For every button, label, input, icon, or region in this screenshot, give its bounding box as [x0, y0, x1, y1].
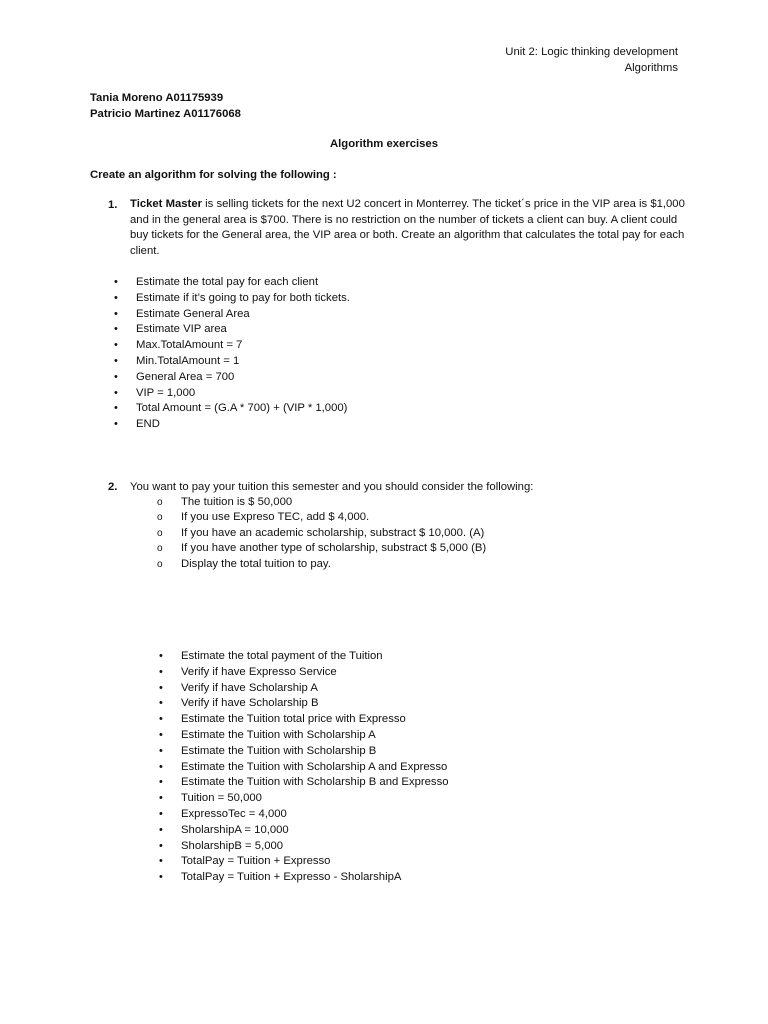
list-item: • Estimate the total payment of the Tuition	[181, 649, 449, 665]
bullet-icon: •	[159, 744, 163, 757]
list-item: • Estimate the Tuition with Scholarship B	[181, 744, 449, 760]
bullet-icon: •	[159, 650, 163, 662]
bullet-icon: •	[114, 276, 118, 288]
author-2: Patricio Martinez A01176068	[90, 108, 241, 120]
bullet-icon: •	[114, 354, 118, 367]
list-item: • General Area = 700	[136, 370, 350, 386]
bullet-icon: •	[159, 760, 163, 773]
bullet-icon: •	[114, 339, 118, 352]
exercise-1-text: is selling tickets for the next U2 concert in Monterrey. The ticket´s price in the VIP area is $1,000 and in the general area is $700. There is no restriction on the number of tickets a client can buy. A client could buy tickets for the General area, the VIP area or both. Create an algorithm that calculates the total pay for each client.	[130, 198, 685, 257]
list-item: • ExpressoTec = 4,000	[181, 807, 449, 823]
bullet-icon: •	[114, 307, 118, 320]
document-title: Algorithm exercises	[330, 138, 438, 150]
list-item: • Max.TotalAmount = 7	[136, 338, 350, 354]
bullet-icon: •	[114, 291, 118, 304]
list-item: • Estimate the Tuition with Scholarship A	[181, 728, 449, 744]
bullet-icon: •	[159, 697, 163, 710]
bullet-icon: •	[159, 713, 163, 726]
bullet-icon: •	[114, 370, 118, 383]
bullet-icon: •	[114, 323, 118, 336]
circle-bullet-icon: o	[157, 527, 163, 539]
bullet-icon: •	[159, 665, 163, 678]
list-item: o If you use Expreso TEC, add $ 4,000.	[181, 510, 486, 525]
bullet-icon: •	[159, 681, 163, 694]
bullet-icon: •	[114, 386, 118, 399]
circle-bullet-icon: o	[157, 512, 163, 524]
intro-text: Create an algorithm for solving the following :	[90, 169, 337, 181]
header-unit: Unit 2: Logic thinking development	[505, 46, 678, 58]
list-item: • Verify if have Scholarship B	[181, 696, 449, 712]
bullet-icon: •	[159, 792, 163, 805]
bullet-icon: •	[159, 728, 163, 741]
bullet-icon: •	[159, 871, 163, 884]
list-item: o Display the total tuition to pay.	[181, 557, 486, 572]
bullet-icon: •	[159, 776, 163, 789]
list-item: • END	[136, 417, 350, 433]
exercise-2-bullet-list	[159, 649, 449, 886]
list-item: • TotalPay = Tuition + Expresso - SholarshipA	[181, 870, 449, 886]
list-item: • Verify if have Expresso Service	[181, 665, 449, 681]
exercise-1-paragraph	[130, 197, 690, 259]
list-item: o If you have another type of scholarship, substract $ 5,000 (B)	[181, 541, 486, 556]
bullet-icon: •	[159, 855, 163, 868]
circle-bullet-icon: o	[157, 558, 163, 570]
exercise-1-lead: Ticket Master	[130, 198, 203, 210]
bullet-icon: •	[159, 823, 163, 836]
circle-bullet-icon: o	[157, 497, 163, 508]
list-item: • Estimate the total pay for each client	[136, 275, 350, 291]
list-item: • VIP = 1,000	[136, 386, 350, 402]
list-item: • Estimate the Tuition with Scholarship B and Expresso	[181, 775, 449, 791]
circle-bullet-icon: o	[157, 543, 163, 555]
list-item: • Tuition = 50,000	[181, 791, 449, 807]
bullet-icon: •	[159, 839, 163, 852]
list-item: • SholarshipB = 5,000	[181, 839, 449, 855]
list-item: • Estimate VIP area	[136, 322, 350, 338]
exercise-2-text: You want to pay your tuition this semester and you should consider the following:	[130, 481, 534, 493]
list-item: • Total Amount = (G.A * 700) + (VIP * 1,000)	[136, 401, 350, 417]
list-item: • Estimate the Tuition total price with Expresso	[181, 712, 449, 728]
list-item: • SholarshipA = 10,000	[181, 823, 449, 839]
list-item: • Estimate General Area	[136, 307, 350, 323]
list-item: • Estimate the Tuition with Scholarship A and Expresso	[181, 760, 449, 776]
list-item: • TotalPay = Tuition + Expresso	[181, 854, 449, 870]
exercise-1-bullet-list	[114, 275, 350, 433]
exercise-1-number: 1.	[108, 199, 118, 211]
list-item: o If you have an academic scholarship, substract $ 10,000. (A)	[181, 526, 486, 541]
exercise-2-number: 2.	[108, 481, 118, 493]
bullet-icon: •	[114, 418, 118, 431]
exercise-2-condition-list	[157, 495, 487, 572]
author-1: Tania Moreno A01175939	[90, 92, 224, 104]
list-item: • Min.TotalAmount = 1	[136, 354, 350, 370]
bullet-icon: •	[159, 807, 163, 820]
list-item: • Verify if have Scholarship A	[181, 681, 449, 697]
list-item: • Estimate if it’s going to pay for both tickets.	[136, 291, 350, 307]
list-item: o The tuition is $ 50,000	[181, 495, 486, 510]
bullet-icon: •	[114, 402, 118, 415]
header-topic: Algorithms	[624, 62, 678, 74]
